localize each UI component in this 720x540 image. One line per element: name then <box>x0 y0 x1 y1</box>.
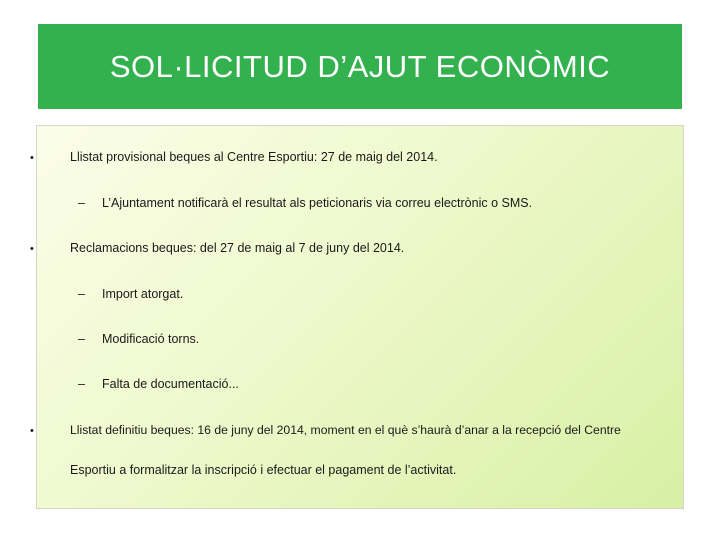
sub-list-item: L’Ajuntament notificarà el resultat als peticionaris via correu electrònic o SMS. <box>102 196 533 210</box>
list-item: Llistat provisional beques al Centre Esportiu: 27 de maig del 2014. <box>70 150 438 164</box>
content-panel <box>36 125 684 509</box>
dash-marker: – <box>78 377 85 391</box>
list-item: Reclamacions beques: del 27 de maig al 7 de juny del 2014. <box>70 241 405 255</box>
list-item-line2: Esportiu a formalitzar la inscripció i efectuar el pagament de l’activitat. <box>70 463 457 477</box>
bullet-marker: • <box>30 243 34 255</box>
dash-marker: – <box>78 287 85 301</box>
slide-title: SOL·LICITUD D’AJUT ECONÒMIC <box>109 48 611 84</box>
dash-marker: – <box>78 196 85 210</box>
sub-list-item: Modificació torns. <box>102 332 200 346</box>
sub-list-item: Falta de documentació... <box>102 377 239 391</box>
sub-list-item: Import atorgat. <box>102 287 184 301</box>
bullet-marker: • <box>30 152 34 164</box>
dash-marker: – <box>78 332 85 346</box>
title-banner <box>38 24 682 109</box>
bullet-marker: • <box>30 425 34 437</box>
list-item-line1: Llistat definitiu beques: 16 de juny del 2014, moment en el què s’haurà d’anar a la recepció del Centre <box>70 423 621 437</box>
